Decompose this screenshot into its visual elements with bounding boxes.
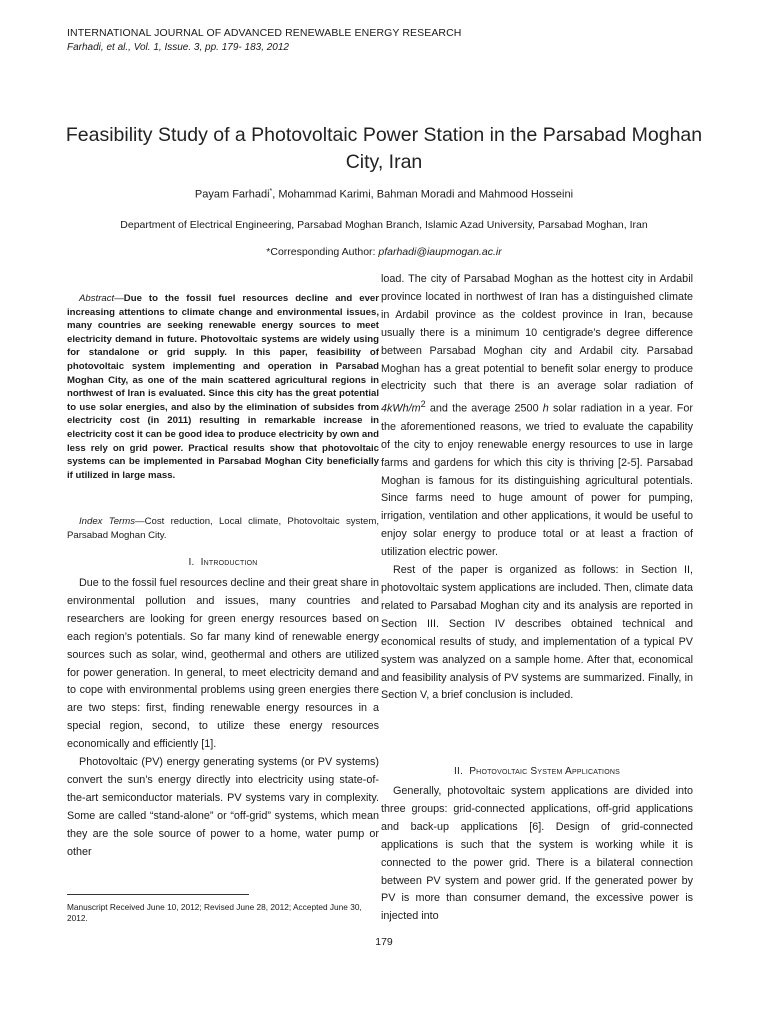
other-authors: , Mohammad Karimi, Bahman Moradi and Mahmood Hosseini <box>272 188 574 201</box>
corresponding-author <box>60 246 708 258</box>
paragraph-text: load. The city of Parsabad Moghan as the hottest city in Ardabil province located in northwest of Iran has a distinguished climate in Ardabil province as the coldest province in Iran, because usually there is a minimum 10 centigrade’s degree difference between Parsabad Moghan city and Ardabil city. Parsabad Moghan has a great potential to benefit solar energy to produce electricity such that there is an average solar radiation of <box>381 273 693 393</box>
abstract-dash: — <box>114 293 124 304</box>
index-terms-text: Cost reduction, Local climate, Photovoltaic system, Parsabad Moghan City. <box>67 516 379 541</box>
right-column-body <box>381 271 693 705</box>
left-column-body <box>67 575 379 862</box>
journal-name: INTERNATIONAL JOURNAL OF ADVANCED RENEWABLE ENERGY RESEARCH <box>67 27 462 39</box>
corresponding-label: *Corresponding Author: <box>266 246 379 258</box>
hour-unit: h <box>542 402 549 415</box>
unit-exponent: 2 <box>420 399 426 410</box>
abstract-label: Abstract <box>79 293 115 304</box>
footnote: Manuscript Received June 10, 2012; Revised June 28, 2012; Accepted June 30, 2012. <box>67 902 362 923</box>
citation-line: Farhadi, et al., Vol. 1, Issue. 3, pp. 179- 183, 2012 <box>67 42 289 53</box>
paragraph-text: and the average 2500 <box>425 402 543 415</box>
corresponding-mark: * <box>269 188 273 195</box>
paragraph: Rest of the paper is organized as follows: in Section II, photovoltaic system applications are included. Then, climate data related to Parsabad Moghan city and its analysis are reported in Section III. Section IV describes obtained technical and economical results of study, and implementation of a typical PV system was analyzed on a sample home. After that, economical and feasibility analysis of PV systems are summarized. Finally, in Section V, a brief conclusion is included. <box>381 564 693 702</box>
author-list <box>60 188 708 201</box>
paragraph: Photovoltaic (PV) energy generating systems (or PV systems) convert the sun’s energy directly into electricity using state-of-the-art semiconductor materials. PV systems vary in complexity. Some are called “stand-alone” or “off-grid” systems, which mean they are the sole source of power to a home, water pump or other <box>67 756 379 858</box>
footnote-divider <box>67 894 249 895</box>
paper-title: Feasibility Study of a Photovoltaic Power Station in the Parsabad Moghan City, Iran <box>65 124 703 173</box>
right-column-body-section-2 <box>381 783 693 926</box>
paragraph: Due to the fossil fuel resources decline and their great share in environmental pollution and issues, many countries and researchers are looking for green energy resources based on each region’s potentials. So far many kind of renewable energy sources such as solar, wind, geothermal and others are utilized for power generation. In general, to meet electricity demand and to cope with environmental problems using green energies there are two steps: first, finding renewable energy resources in a special region, second, to utilize these energy resources economically and efficiently [1]. <box>67 577 379 751</box>
section-heading-pv-applications <box>381 766 693 777</box>
index-terms-dash: — <box>135 516 145 527</box>
paragraph-text: solar radiation in a year. For the aforementioned reasons, we tried to evaluate the capability of the city to enjoy renewable energy resources to use in large farms and gardens for which this city is thriving [2-5]. Parsabad Moghan is famous for its distinguishing agricultural potentials. Since farms need to huge amount of power for pumping, irrigation, ventilation and other applications, it would be useful to enjoy solar energy to produce total or at least a fraction of utilization electric power. <box>381 402 693 559</box>
section-title: Introduction <box>200 557 258 568</box>
paragraph: Generally, photovoltaic system applications are divided into three groups: grid-connected applications, off-grid applications and back-up applications [6]. Design of grid-connected applications is such that the system is working while it is connected to the power grid. There is a bilateral connection between PV system and power grid. If the generated power by PV is more than consumer demand, the excessive power is injected into <box>381 785 693 923</box>
abstract-text: Due to the fossil fuel resources decline and ever increasing attentions to climate change and environmental issues, many countries are seeking renewable energy sources to meet electricity demand in future. Photovoltaic systems are widely using for standalone or grid supply. In this paper, feasibility of photovoltaic system implementing and operation in Parsabad Moghan City, as one of the main scattered agricultural regions in northwest of Iran is evaluated. Since this city has the great potential to use solar energies, and also by the elimination of subsides from electricity cost (in 2011) resulting in remarkable increase in electricity cost it can be good idea to produce electricity by own and less rely on grid power. Practical results show that photovoltaic systems can be implemented in Parsabad Moghan City beneficially if utilized in large mass. <box>67 293 379 481</box>
radiation-unit: 4kWh/m <box>381 402 421 415</box>
corresponding-email[interactable]: pfarhadi@iaupmogan.ac.ir <box>378 246 502 258</box>
page-number: 179 <box>375 936 393 948</box>
section-number: I. <box>188 557 195 568</box>
abstract <box>67 292 379 482</box>
index-terms-label: Index Terms <box>79 516 136 527</box>
first-author: Payam Farhadi <box>194 188 270 201</box>
index-terms <box>67 515 379 542</box>
affiliation: Department of Electrical Engineering, Parsabad Moghan Branch, Islamic Azad University, Parsabad Moghan, Iran <box>120 219 648 231</box>
section-heading-introduction <box>67 557 379 568</box>
paragraph <box>381 271 693 562</box>
section-title: Photovoltaic System Applications <box>469 766 620 777</box>
section-number: II. <box>454 766 464 777</box>
